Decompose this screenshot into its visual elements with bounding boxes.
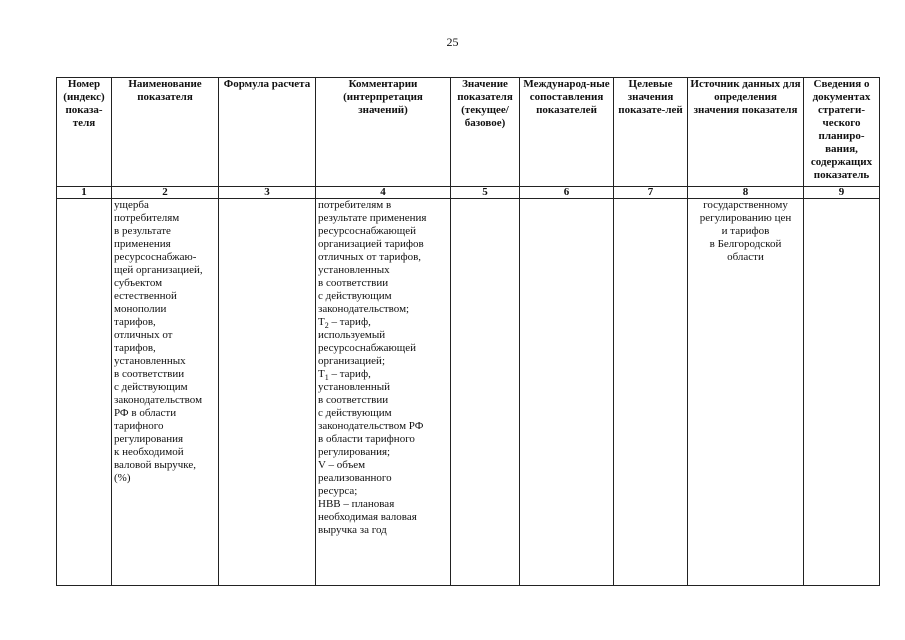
column-number-4: 4: [316, 187, 451, 199]
tariff-t2-subscript: 2: [324, 321, 329, 331]
comments-text-part-2: – тариф, используемый ресурсоснабжающей организацией;: [318, 316, 416, 367]
header-cell-5: Значение показателя (текущее/ базовое): [451, 78, 520, 187]
header-cell-8: Источник данных для определения значения показателя: [688, 78, 804, 187]
column-number-6: 6: [520, 187, 614, 199]
column-number-row: [57, 187, 880, 199]
header-cell-1: Номер (индекс) показа-теля: [57, 78, 112, 187]
cell-indicator-name: ущерба потребителям в результате применения ресурсоснабжаю- щей организацией, субъектом естественной монополии тарифов, отличных от тарифов, установленных в соответствии с действующим законодательством РФ в области тарифного регулирования к необходимой валовой выручке, (%): [112, 199, 219, 586]
cell-comments: [316, 199, 451, 586]
column-number-9: 9: [804, 187, 880, 199]
header-row: [57, 78, 880, 187]
column-number-1: 1: [57, 187, 112, 199]
header-cell-4: Комментарии (интерпретация значений): [316, 78, 451, 187]
cell-value: [451, 199, 520, 586]
cell-strategic-documents: [804, 199, 880, 586]
page-number: 25: [446, 35, 459, 49]
cell-target-values: [614, 199, 688, 586]
cell-international: [520, 199, 614, 586]
cell-data-source: государственному регулированию цен и тарифов в Белгородской области: [688, 199, 804, 586]
column-number-8: 8: [688, 187, 804, 199]
header-cell-6: Международ-ные сопоставления показателей: [520, 78, 614, 187]
indicator-table: [56, 77, 880, 586]
header-cell-2: Наименование показателя: [112, 78, 219, 187]
tariff-t1-symbol: Т: [318, 368, 325, 380]
column-number-5: 5: [451, 187, 520, 199]
column-number-3: 3: [219, 187, 316, 199]
header-cell-3: Формула расчета: [219, 78, 316, 187]
cell-formula: [219, 199, 316, 586]
header-cell-9: Сведения о документах стратеги-ческого планиро-вания, содержащих показатель: [804, 78, 880, 187]
table-row: [57, 199, 880, 586]
header-cell-7: Целевые значения показате-лей: [614, 78, 688, 187]
column-number-2: 2: [112, 187, 219, 199]
column-number-7: 7: [614, 187, 688, 199]
cell-indicator-number: [57, 199, 112, 586]
tariff-t1-subscript: 1: [324, 373, 329, 383]
comments-text-part-3: – тариф, установленный в соответствии с действующим законодательством РФ в области тарифного регулирования; V – объем реализованного ресурса; НВВ – плановая необходимая валовая выручка за год: [318, 368, 424, 536]
comments-text-part-1: потребителям в результате применения ресурсоснабжающей организацией тарифов отличных от тарифов, установленных в соответствии с действующим законодательством;: [318, 199, 427, 315]
tariff-t2-symbol: Т: [318, 316, 325, 328]
